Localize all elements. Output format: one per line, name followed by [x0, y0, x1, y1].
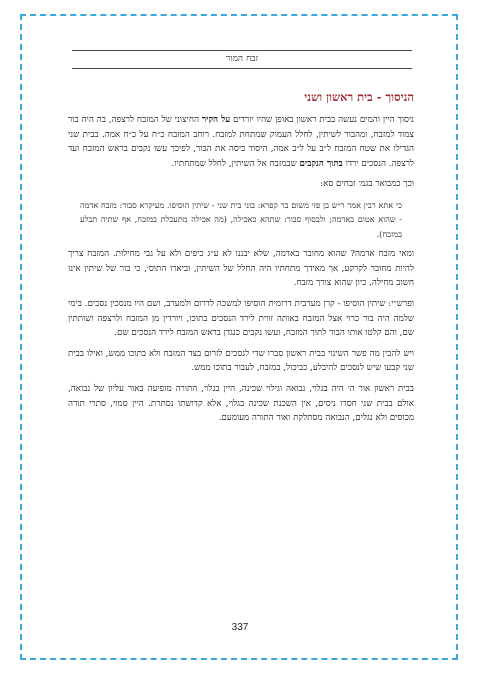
emphasis-on-the-wall: על הקיר — [201, 115, 231, 125]
paragraph-earth-altar: ומאי מזבח אדמה? שהוא מחובר באדמה, שלא יבננו לא ע״ג כיפים ולא על גבי מחילות. המזבח צריך להיות מחובר לקרקע, אך מאידך מתחתיו היה החלל של השיתין, וביארו התוס׳, כי בור של שיתין אינו חשוב מחילה, כיון שהוא צורך מזבח. — [68, 249, 414, 289]
paragraph-gemara-intro: וכך כמבואר בגמ׳ זבחים סא: — [320, 179, 414, 190]
paragraph-question: ויש להבין מה פשר השינוי בבית ראשון סברו שדי לנסכים לזרום בצד המזבח ולא בתוכו ממש, ואילו בבית שני קבעו שיש לנסכים להיבלע, כביכול, במזבח, לעבור בתוכו ממש. — [68, 348, 414, 374]
page-content — [68, 90, 414, 432]
header-rule-bottom — [72, 68, 412, 69]
header-rule-top — [72, 50, 412, 51]
paragraph-intro — [68, 113, 414, 171]
paragraph-intro-text-a: ניסוך היין והמים נעשה בבית ראשון באופן שהיו יורדים — [230, 115, 414, 125]
gemara-quote: כי אתא רבין אמר ר״ש בן פזי משום בר קפרא: בוני בית שני - שיתין הוסיפו. מעיקרא סבור: מזבח אדמה - שהוא אטום באדמה; ולבסוף סבור: שתהא כאכילה, (מה אכילה מתעכלת במזבח, אף שתיה תבלע במזבח). — [80, 199, 402, 239]
paragraph-explanation: בבית ראשון אור ה׳ היה בגלוי, נבואה וגילוי שכינה, היין בגלוי, התורה מופיעה באור עליון של נבואה, אולם בבית שני חסרו ניסים, אין השכנת שכינה בגלוי, אלא קדושתו נסתרת. היין סמוי, סתרי תורה מכוסים ולא נגלים, הנבואה מסתלקת ואור התורה מעומעם. — [68, 383, 414, 424]
emphasis-inside-the-holes: בתוך הנקבים — [299, 158, 343, 169]
section-title: הניסוך - בית ראשון ושני — [304, 90, 414, 104]
paragraph-intro-text-c: החיצוני של המזבח לרצפה, בה היה בור צמוד למזבח, ומהבור לשיתין, לחלל העמוק שמתחת למזבח. רוחב המזבח כ״ח על כ״ח אמה. בבית שני הגדילו את שטח המזבח ל״ב על ל״ב אמה, היסוד כיסה את הבור, לפיכך עשו נקבים בראש המזבח ועד לרצפה. הנסכים ירדו — [68, 115, 414, 169]
page-number: 337 — [231, 622, 249, 633]
running-header — [72, 46, 412, 72]
running-title: זבח המור — [225, 54, 259, 64]
paragraph-rashi: ופרש״י: שיתין הוסיפו - קרן מערבית דרומית הוסיפו למשכה לדרום ולמערב, ושם היו מנסכין נסכים. בימי שלמה היה בור כרוי אצל המזבח באותה זווית לירד הנסכים בתוכו, ויורדין מן המזבח ולרצפה ושותתין שם, והם קלטו אותו הבור לתוך המזבח, ועשו נקבים כנגדן בראש המזבח לירד הנסכים שם. — [68, 298, 414, 339]
paragraph-intro-text-e: שבמזבח אל השיתין, לחלל שמתחתיו. — [171, 158, 300, 169]
